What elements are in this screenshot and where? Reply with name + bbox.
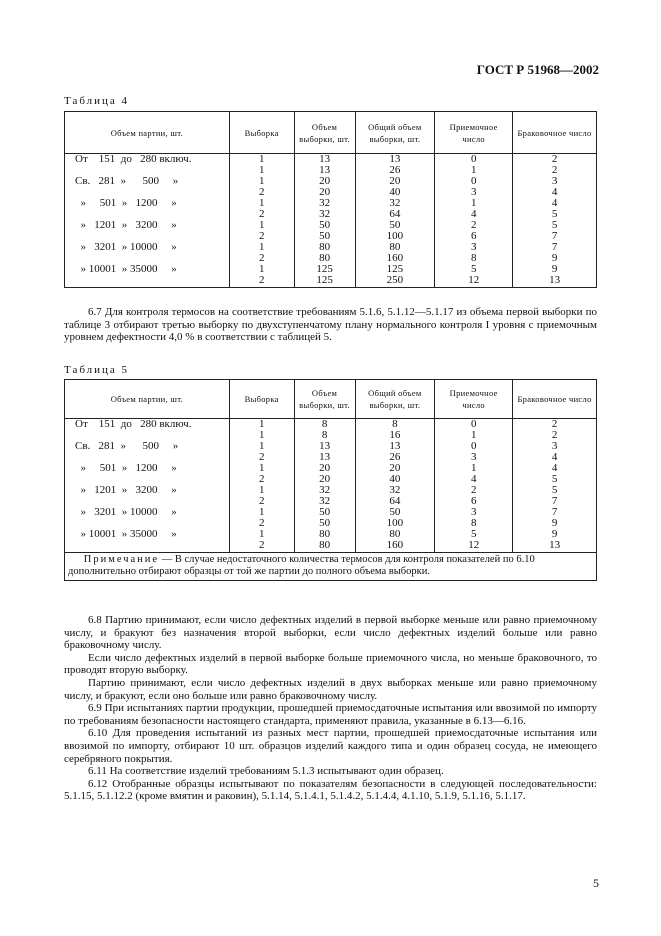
table-cell: 5 (513, 485, 597, 496)
table-cell: 0 (435, 176, 513, 187)
table-cell: 13 (355, 154, 435, 166)
table-cell: От 151 до 280 включ. (65, 419, 230, 431)
table-row (65, 540, 597, 553)
table-cell: 1 (435, 198, 513, 209)
table-cell: 125 (294, 275, 355, 288)
table-cell: 26 (355, 165, 435, 176)
table-cell: 160 (355, 540, 435, 553)
table4 (64, 111, 597, 288)
table-cell: 2 (229, 187, 294, 198)
table-cell: 20 (294, 474, 355, 485)
table-cell: » 1201 » 3200 » (65, 485, 230, 496)
table-cell: 5 (513, 209, 597, 220)
table-cell: 13 (294, 441, 355, 452)
paragraph-6-8: 6.8 Партию принимают, если число дефектных изделий в первой выборке меньше или равно приемочному числу, и бракуют без назначения второй выборки, если число дефектных изделий больше или равно браковочному числу. (64, 614, 597, 652)
table4-caption: Таблица 4 (64, 95, 130, 107)
table-cell: 3 (513, 176, 597, 187)
note-heading: Примечание (83, 554, 160, 565)
table-cell: 40 (355, 474, 435, 485)
table-cell: 8 (435, 518, 513, 529)
table-cell: 2 (513, 154, 597, 166)
table-cell: 8 (294, 430, 355, 441)
table-cell: Св. 281 » 500 » (65, 176, 230, 187)
table-row (65, 419, 597, 431)
table-cell: 13 (355, 441, 435, 452)
table-row (65, 176, 597, 187)
col-header-lot-size: Объем партии, шт. (65, 380, 230, 419)
table-cell: 26 (355, 452, 435, 463)
table-cell: 9 (513, 264, 597, 275)
table-row (65, 485, 597, 496)
col-header-total-sample-size: Общий объем выборки, шт. (355, 380, 435, 419)
col-header-rejection-number: Браковочное число (513, 380, 597, 419)
table-cell: 64 (355, 496, 435, 507)
body-paragraphs (64, 614, 597, 803)
table-cell: 50 (294, 220, 355, 231)
table-row (65, 275, 597, 288)
table-cell: 6 (435, 496, 513, 507)
table-cell: 2 (513, 430, 597, 441)
table-cell: 13 (513, 540, 597, 553)
table-cell: » 10001 » 35000 » (65, 529, 230, 540)
table-cell: 64 (355, 209, 435, 220)
table-cell: » 501 » 1200 » (65, 463, 230, 474)
table-cell: 32 (355, 485, 435, 496)
table-cell: 1 (229, 242, 294, 253)
table-cell: 13 (294, 154, 355, 166)
table-cell: 32 (294, 198, 355, 209)
table-cell: 2 (513, 419, 597, 431)
table-cell: 1 (229, 507, 294, 518)
table-cell: 20 (355, 176, 435, 187)
table-cell: 5 (435, 529, 513, 540)
table-cell: 1 (435, 463, 513, 474)
table-cell: 20 (294, 187, 355, 198)
table-cell: 6 (435, 231, 513, 242)
table-cell: » 3201 » 10000 » (65, 242, 230, 253)
paragraph-6-8-cont-1: Если число дефектных изделий в первой выборке больше приемочного числа, но меньше браковочного, то проводят вторую выборку. (64, 651, 597, 677)
paragraph-6-9: 6.9 При испытаниях партии продукции, прошедшей приемосдаточные испытания или ввозимой по импорту по требованиям безопасности настоящего стандарта, применяют правила, указанные в 6.13—6.16. (64, 702, 597, 727)
table-cell: 32 (294, 496, 355, 507)
table-cell: » 1201 » 3200 » (65, 220, 230, 231)
table-cell: 1 (229, 220, 294, 231)
col-header-total-sample-size: Общий объем выборки, шт. (355, 112, 435, 154)
table-cell: 2 (229, 452, 294, 463)
document-id: ГОСТ Р 51968—2002 (476, 62, 599, 77)
col-header-sample-size: Объем выборки, шт. (294, 380, 355, 419)
table-row (65, 507, 597, 518)
table-cell: 9 (513, 518, 597, 529)
table-cell: 7 (513, 242, 597, 253)
table-cell: 8 (355, 419, 435, 431)
table-cell: 8 (294, 419, 355, 431)
table-cell: От 151 до 280 включ. (65, 154, 230, 166)
table-cell: 3 (435, 242, 513, 253)
table-cell (65, 275, 230, 288)
table-cell: 32 (294, 485, 355, 496)
table-cell: 50 (355, 220, 435, 231)
table-cell: 1 (229, 485, 294, 496)
col-header-sample: Выборка (229, 112, 294, 154)
table-cell: 2 (229, 540, 294, 553)
table-cell: » 501 » 1200 » (65, 198, 230, 209)
table-cell: 13 (294, 165, 355, 176)
table-cell: 1 (229, 430, 294, 441)
table-cell: 80 (294, 242, 355, 253)
table-cell: 2 (229, 253, 294, 264)
table-cell: 125 (294, 264, 355, 275)
table-row (65, 242, 597, 253)
table-cell: 50 (355, 507, 435, 518)
table-cell: 7 (513, 496, 597, 507)
table-cell: 1 (229, 441, 294, 452)
table-cell: 80 (294, 253, 355, 264)
table-cell: » 3201 » 10000 » (65, 507, 230, 518)
table-cell: 12 (435, 540, 513, 553)
table-cell: 3 (435, 452, 513, 463)
table-cell: 32 (355, 198, 435, 209)
table-cell: 13 (513, 275, 597, 288)
table-row (65, 441, 597, 452)
table-cell: 4 (513, 452, 597, 463)
col-header-acceptance-number: Приемочное число (435, 380, 513, 419)
table-cell: Св. 281 » 500 » (65, 441, 230, 452)
paragraph-6-10: 6.10 Для проведения испытаний из разных мест партии, прошедшей приемосдаточные испытания или ввозимой по импорту, отбирают 10 шт. образцов изделий каждого типа и один образец сосуда, не имеющего серебряного покрытия. (64, 727, 597, 765)
table-cell: 1 (229, 176, 294, 187)
table-cell: 1 (435, 430, 513, 441)
table-cell: 1 (229, 529, 294, 540)
table-cell: 2 (229, 231, 294, 242)
table-cell: 50 (294, 231, 355, 242)
note-text: — В случае недостаточного количества термосов для контроля показателей по 6.10 дополнительно отбирают образцы от той же партии до полного объема выборки. (68, 554, 535, 577)
table-cell: 0 (435, 441, 513, 452)
table-cell: 1 (229, 264, 294, 275)
table5-note (65, 553, 597, 581)
table-cell: 50 (294, 518, 355, 529)
table-cell: 7 (513, 507, 597, 518)
table-cell: 80 (355, 529, 435, 540)
table-cell: 50 (294, 507, 355, 518)
table-cell: 20 (355, 463, 435, 474)
table5 (64, 379, 597, 581)
table-cell: 250 (355, 275, 435, 288)
table-cell: 40 (355, 187, 435, 198)
col-header-rejection-number: Браковочное число (513, 112, 597, 154)
table-cell: 2 (513, 165, 597, 176)
table-cell: 3 (513, 441, 597, 452)
paragraph-6-8-cont-2: Партию принимают, если число дефектных изделий в двух выборках меньше или равно приемочному числу, и бракуют, если оно больше или равно браковочному числу. (64, 676, 597, 702)
paragraph-6-11: 6.11 На соответствие изделий требованиям 5.1.3 испытывают один образец. (88, 765, 444, 778)
table-cell: » 10001 » 35000 » (65, 264, 230, 275)
table-cell: 1 (229, 198, 294, 209)
table-row (65, 154, 597, 166)
table-cell: 100 (355, 231, 435, 242)
table5-caption: Таблица 5 (64, 364, 130, 376)
table-cell: 1 (229, 463, 294, 474)
paragraph-6-12: 6.12 Отобранные образцы испытывают по показателям безопасности в следующей последовательности: 5.1.15, 5.1.12.2 (кроме вмятин и раковин), 5.1.14, 5.1.4.1, 5.1.4.2, 5.1.4.4, 4.1.10, 5.1.9, 5.1.16, 5.1.17. (64, 777, 597, 803)
table-cell: 1 (229, 154, 294, 166)
table-cell: 5 (435, 264, 513, 275)
table-cell: 7 (513, 231, 597, 242)
table-cell: 4 (513, 198, 597, 209)
table-cell: 80 (355, 242, 435, 253)
table-cell: 1 (229, 419, 294, 431)
table-cell: 13 (294, 452, 355, 463)
table-cell: 2 (229, 496, 294, 507)
table-cell: 160 (355, 253, 435, 264)
table-cell: 2 (229, 275, 294, 288)
table-cell: 1 (229, 165, 294, 176)
paragraph-text: 6.7 Для контроля термосов на соответствие требованиям 5.1.6, 5.1.12—5.1.17 из объема первой выборки по таблице 3 отбирают третью выборку по двухступенчатому плану нормального контроля I уровня с приемочным уровнем дефектности 4,0 % в соответствии с таблицей 5. (64, 306, 597, 344)
table-row (65, 529, 597, 540)
table-cell: 8 (435, 253, 513, 264)
paragraph-6-7 (64, 306, 597, 344)
table-cell: 5 (513, 474, 597, 485)
table-cell: 2 (435, 220, 513, 231)
table-cell: 4 (435, 474, 513, 485)
table-row (65, 463, 597, 474)
table-cell (65, 540, 230, 553)
table-cell: 12 (435, 275, 513, 288)
table-cell: 2 (229, 209, 294, 220)
page-number: 5 (593, 876, 599, 890)
table-cell: 9 (513, 253, 597, 264)
table-cell: 100 (355, 518, 435, 529)
table-cell: 20 (294, 463, 355, 474)
table-cell: 125 (355, 264, 435, 275)
table-cell: 0 (435, 154, 513, 166)
table-cell: 4 (513, 463, 597, 474)
col-header-lot-size: Объем партии, шт. (65, 112, 230, 154)
table-cell: 9 (513, 529, 597, 540)
table-cell: 1 (435, 165, 513, 176)
table-cell: 2 (229, 518, 294, 529)
table-cell: 2 (435, 485, 513, 496)
table-cell: 32 (294, 209, 355, 220)
table-cell: 0 (435, 419, 513, 431)
table-row (65, 198, 597, 209)
col-header-sample-size: Объем выборки, шт. (294, 112, 355, 154)
table-cell: 16 (355, 430, 435, 441)
table-row (65, 220, 597, 231)
table-cell: 80 (294, 529, 355, 540)
col-header-sample: Выборка (229, 380, 294, 419)
table-cell: 3 (435, 187, 513, 198)
table-cell: 5 (513, 220, 597, 231)
table-cell: 4 (513, 187, 597, 198)
table-cell: 20 (294, 176, 355, 187)
col-header-acceptance-number: Приемочное число (435, 112, 513, 154)
table-cell: 3 (435, 507, 513, 518)
table-cell: 4 (435, 209, 513, 220)
table-cell: 80 (294, 540, 355, 553)
table-cell: 2 (229, 474, 294, 485)
